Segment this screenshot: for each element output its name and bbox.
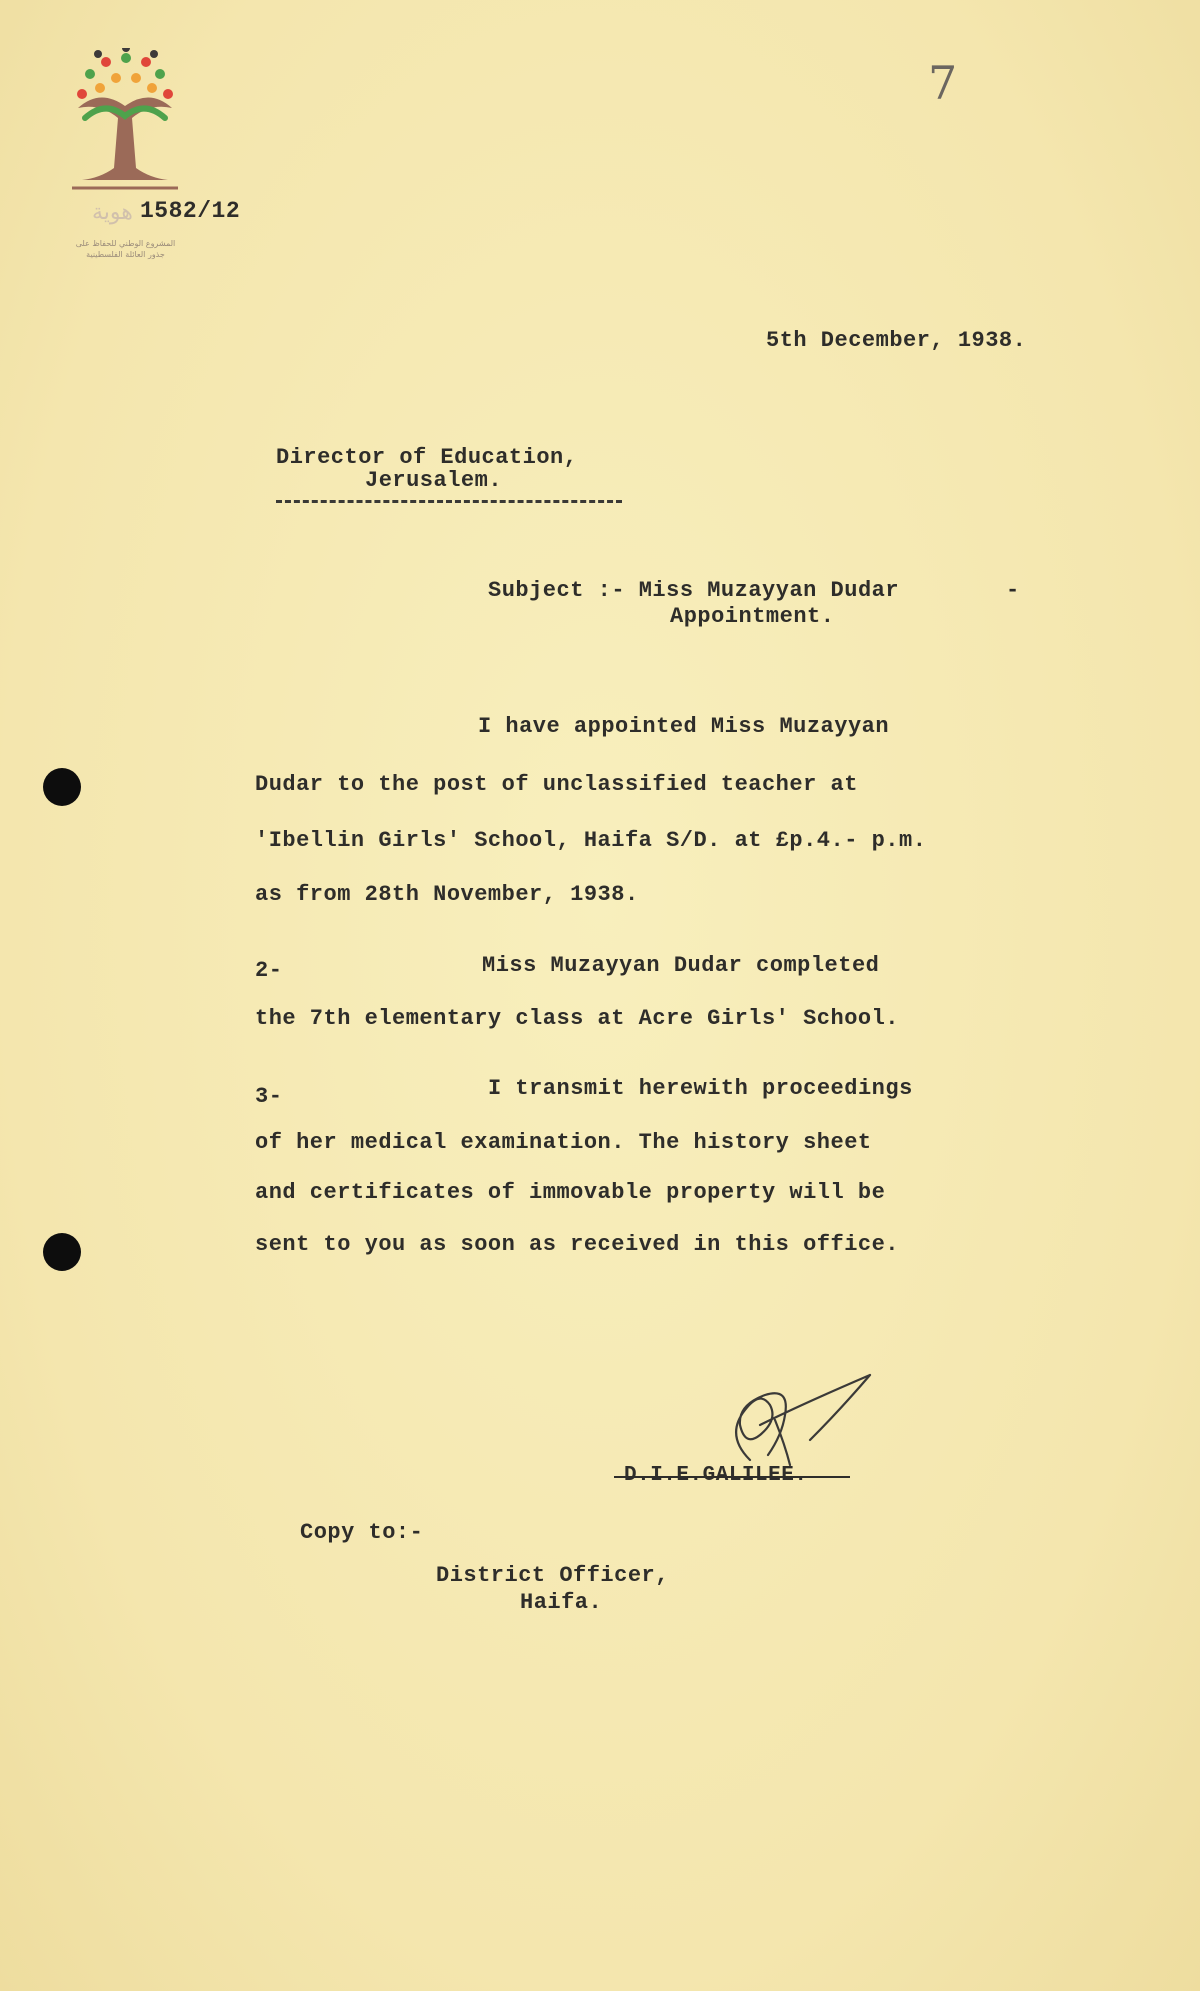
addressee-line1: Director of Education, xyxy=(276,445,578,470)
para3-number: 3- xyxy=(255,1084,283,1109)
logo-caption-line1: المشروع الوطني للحفاظ على xyxy=(75,239,176,248)
letter-date: 5th December, 1938. xyxy=(766,328,1027,353)
copy-recipient-line1: District Officer, xyxy=(436,1563,669,1588)
watermark-word: هوية xyxy=(92,200,133,225)
logo-caption xyxy=(58,238,193,260)
para3-line2: of her medical examination. The history sheet xyxy=(255,1130,872,1155)
para2-line1: Miss Muzayyan Dudar completed xyxy=(482,953,880,978)
para1-line2: Dudar to the post of unclassified teacher at xyxy=(255,772,858,797)
para3-line1: I transmit herewith proceedings xyxy=(488,1076,913,1101)
para1-line4: as from 28th November, 1938. xyxy=(255,882,639,907)
copy-recipient-line2: Haifa. xyxy=(520,1590,603,1615)
para3-line4: sent to you as soon as received in this office. xyxy=(255,1232,900,1257)
signer-underline xyxy=(614,1476,850,1478)
para2-number: 2- xyxy=(255,958,283,983)
family-tree-logo xyxy=(70,48,180,198)
copy-to-label: Copy to:- xyxy=(300,1520,424,1545)
para1-line3: 'Ibellin Girls' School, Haifa S/D. at £p.4.- p.m. xyxy=(255,828,927,853)
subject-line1: Subject :- Miss Muzayyan Dudar xyxy=(488,578,900,603)
punch-hole xyxy=(43,768,81,806)
subject-line2: Appointment. xyxy=(670,604,835,629)
addressee-underline xyxy=(276,500,622,503)
para2-line2: the 7th elementary class at Acre Girls' School. xyxy=(255,1006,900,1031)
punch-hole xyxy=(43,1233,81,1271)
addressee-line2: Jerusalem. xyxy=(365,468,503,493)
para3-line3: and certificates of immovable property will be xyxy=(255,1180,886,1205)
file-reference: 1582/12 xyxy=(140,198,241,224)
signer-name: D.I.E.GALILEE. xyxy=(624,1464,808,1487)
subject-dash: - xyxy=(1006,578,1020,603)
logo-caption-line2: جذور العائلة الفلسطينية xyxy=(86,250,165,259)
folio-number: 7 xyxy=(928,56,958,110)
para1-line1: I have appointed Miss Muzayyan xyxy=(478,714,890,739)
